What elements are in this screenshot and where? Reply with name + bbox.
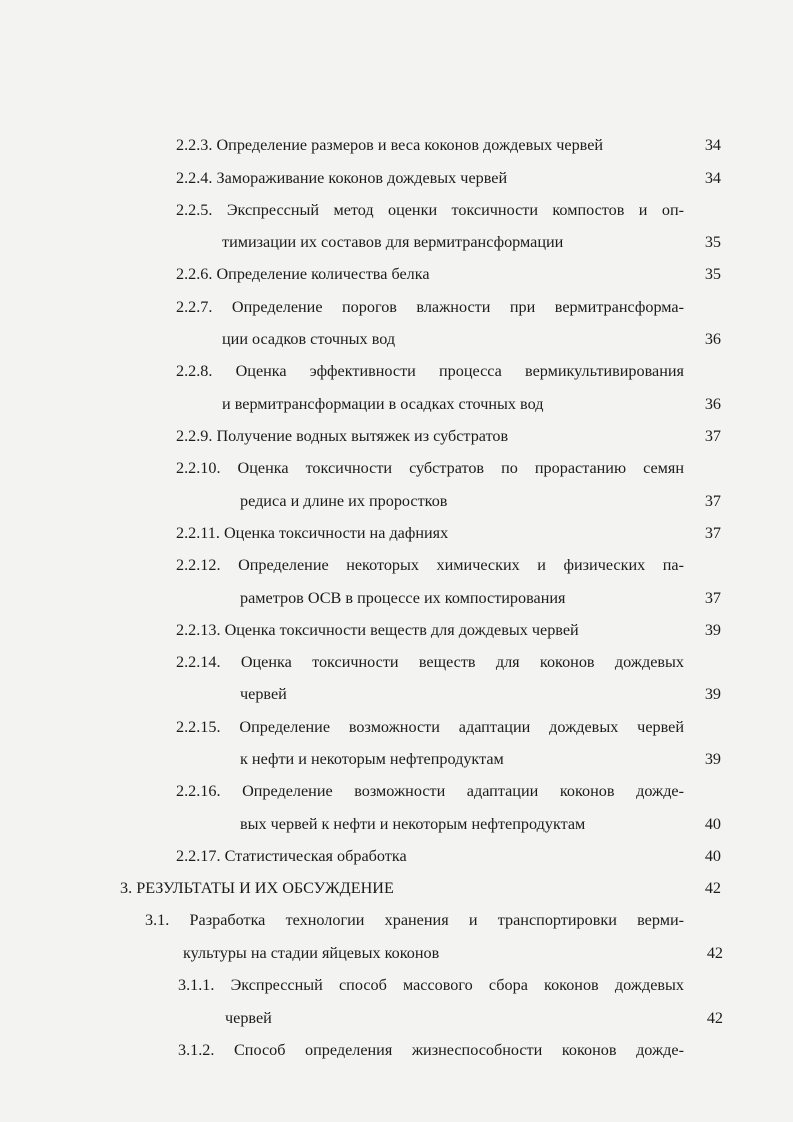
toc-page-number: 40 [704,847,721,865]
toc-section-3-1 [145,907,684,933]
toc-entry-continuation: червей [225,1009,272,1027]
toc-number: 2.2.7. [176,298,213,316]
toc-page-number: 39 [704,750,721,768]
toc-title: Способ определения жизнеспособности коконов дожде- [233,1041,684,1059]
toc-number: 3.1.2. [178,1041,215,1059]
toc-title: Оценка токсичности веществ для коконов дождевых [240,653,684,671]
toc-entry-2-2-8 [176,358,684,384]
toc-title: Замораживание коконов дождевых червей [216,169,508,187]
toc-entry-2-2-12 [176,552,684,578]
toc-number: 2.2.14. [176,653,221,671]
toc-entry-3-1-1 [178,972,684,998]
toc-entry-2-2-9 [176,423,508,449]
toc-chapter-3 [120,875,394,901]
toc-title: Статистическая обработка [224,847,407,865]
toc-title: Экспрессный способ массового сбора коконов дождевых [230,976,684,994]
toc-entry-continuation: тимизации их составов для вермитрансформации [222,233,564,251]
toc-entry-2-2-17 [176,843,407,869]
toc-number: 2.2.5. [176,201,213,219]
toc-page-number: 35 [704,265,721,283]
toc-page-number: 36 [704,395,721,413]
toc-page-number: 37 [704,524,721,542]
toc-title: Разработка технологии хранения и транспортировки верми- [189,911,684,929]
toc-number: 2.2.13. [176,621,221,639]
toc-page-number: 39 [704,685,721,703]
toc-entry-2-2-14 [176,649,684,675]
toc-entry-2-2-5 [176,197,684,223]
toc-entry-continuation: ции осадков сточных вод [222,330,396,348]
toc-page-number: 42 [704,879,721,897]
toc-entry-continuation: червей [240,685,287,703]
toc-entry-2-2-3 [176,132,603,158]
toc-page-number: 39 [704,621,721,639]
toc-number: 2.2.6. [176,265,213,283]
toc-entry-3-1-2 [178,1037,684,1063]
toc-page-number: 34 [704,136,721,154]
toc-page-number: 35 [704,233,721,251]
toc-number: 2.2.11. [176,524,220,542]
toc-title: Определение размеров и веса коконов дождевых червей [216,136,604,154]
toc-page-number: 40 [704,815,721,833]
toc-title: Оценка эффективности процесса вермикультивирования [235,362,684,380]
toc-number: 2.2.17. [176,847,221,865]
toc-entry-continuation: к нефти и некоторым нефтепродуктам [240,750,504,768]
toc-title: Оценка токсичности субстратов по прорастанию семян [237,459,684,477]
toc-title: Определение возможности адаптации дождевых червей [239,718,684,736]
toc-entry-2-2-11 [176,520,448,546]
toc-entry-2-2-7 [176,294,684,320]
toc-entry-continuation: редиса и длине их проростков [240,492,448,510]
toc-number: 2.2.10. [176,459,221,477]
toc-number: 3.1.1. [178,976,215,994]
toc-entry-2-2-13 [176,617,579,643]
toc-page-number: 42 [706,1009,723,1027]
toc-title: Определение порогов влажности при вермитрансформа- [231,298,684,316]
toc-number: 2.2.4. [176,169,213,187]
toc-page-number: 34 [704,169,721,187]
toc-number: 3. [120,879,133,897]
toc-entry-2-2-16 [176,778,684,804]
toc-title: Оценка токсичности веществ для дождевых червей [224,621,579,639]
toc-entry-continuation: культуры на стадии яйцевых коконов [183,944,440,962]
toc-page-number: 42 [706,944,723,962]
toc-number: 3.1. [145,911,170,929]
toc-title: Получение водных вытяжек из субстратов [216,427,509,445]
toc-title: Определение некоторых химических и физических па- [238,556,684,574]
toc-page-number: 37 [704,492,721,510]
toc-title: Определение количества белка [216,265,430,283]
toc-number: 2.2.3. [176,136,213,154]
toc-title: Оценка токсичности на дафниях [223,524,449,542]
toc-entry-2-2-4 [176,165,507,191]
toc-page-number: 36 [704,330,721,348]
toc-entry-2-2-15 [176,714,684,740]
toc-number: 2.2.9. [176,427,213,445]
toc-entry-2-2-6 [176,261,430,287]
toc-number: 2.2.12. [176,556,221,574]
toc-page-number: 37 [704,427,721,445]
toc-page-number: 37 [704,589,721,607]
toc-number: 2.2.8. [176,362,213,380]
toc-entry-2-2-10 [176,455,684,481]
toc-title: Экспрессный метод оценки токсичности компостов и оп- [226,201,684,219]
toc-title: РЕЗУЛЬТАТЫ И ИХ ОБСУЖДЕНИЕ [136,879,394,897]
toc-title: Определение возможности адаптации коконов дожде- [242,782,684,800]
toc-entry-continuation: вых червей к нефти и некоторым нефтепродуктам [240,815,586,833]
toc-entry-continuation: и вермитрансформации в осадках сточных вод [222,395,544,413]
toc-number: 2.2.16. [176,782,221,800]
toc-entry-continuation: раметров ОСВ в процессе их компостирования [240,589,566,607]
toc-number: 2.2.15. [176,718,221,736]
